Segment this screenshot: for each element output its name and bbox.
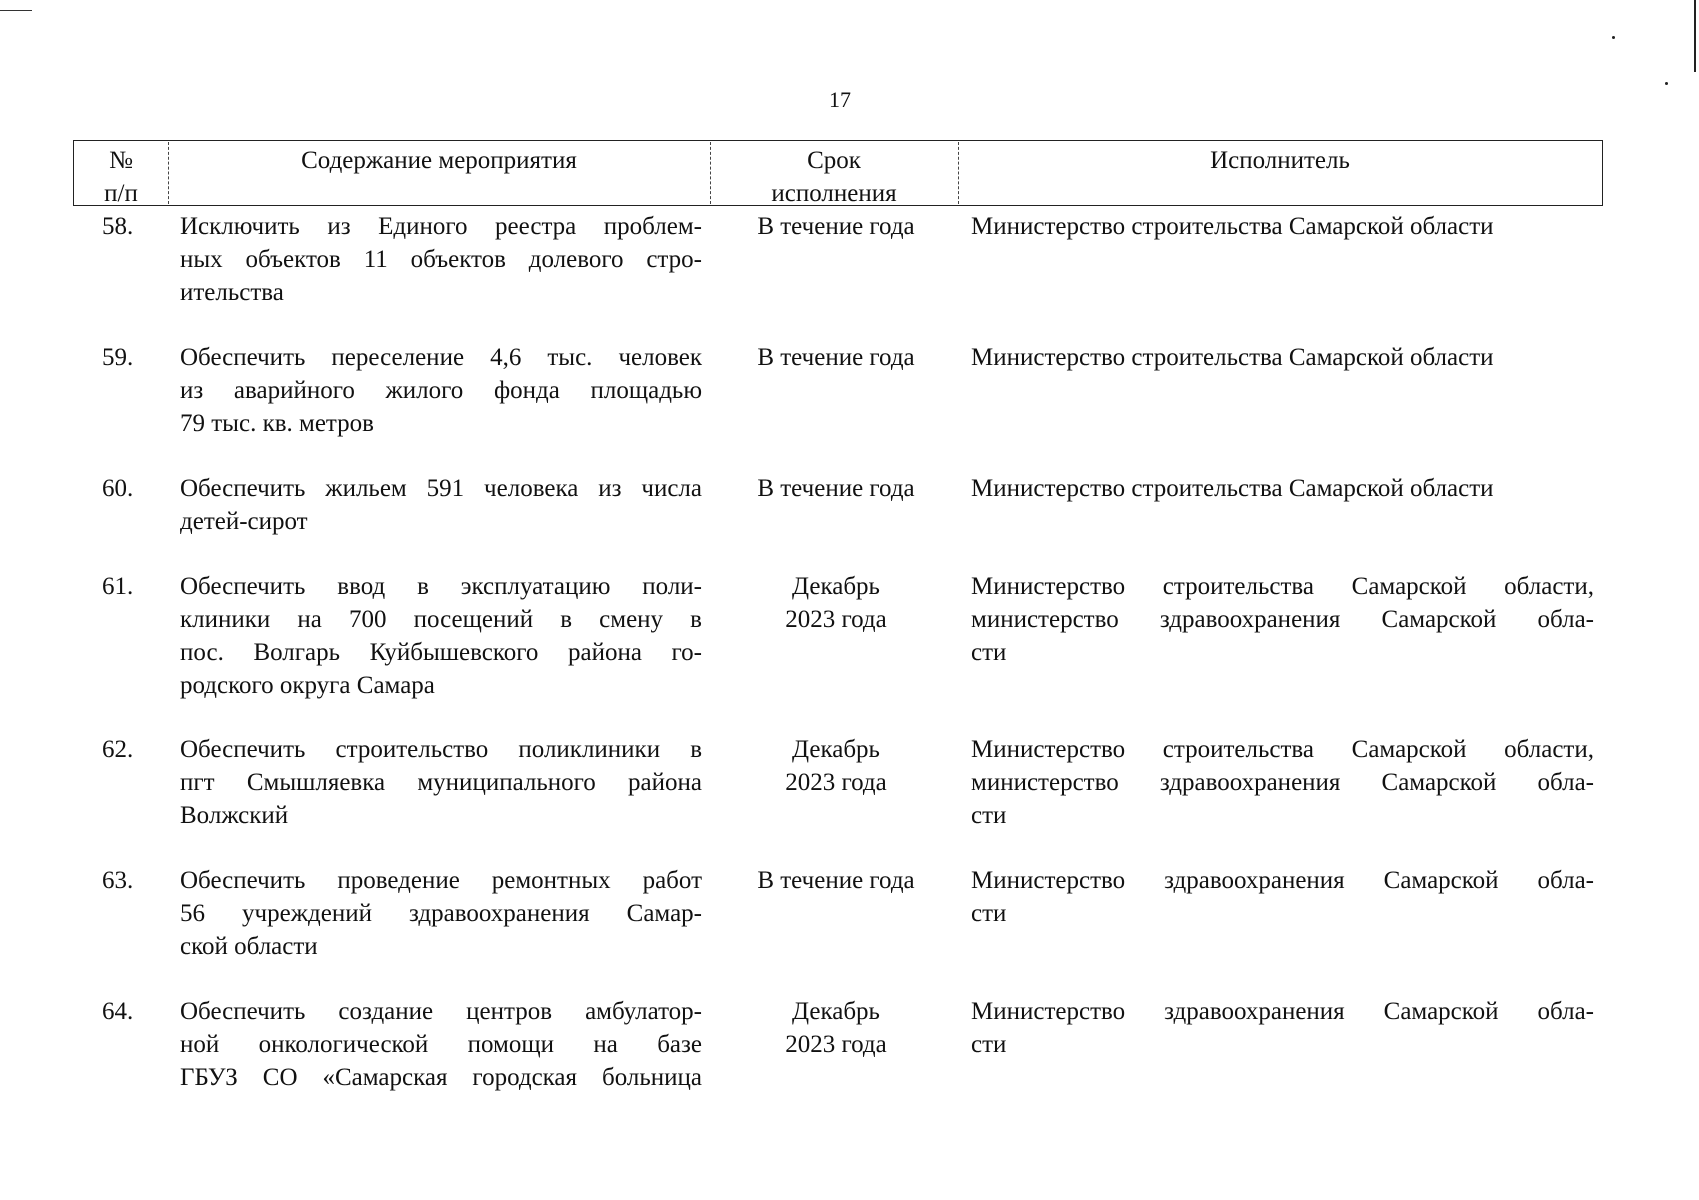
- header-number-line: №: [109, 147, 133, 174]
- content-line: Исключить из Единого реестра проблем-: [180, 213, 702, 240]
- term-line: Декабрь: [792, 736, 880, 763]
- row-content: [180, 864, 702, 963]
- header-number: [76, 144, 166, 210]
- row-content: [180, 570, 702, 702]
- executor-line: Министерство строительства Самарской области: [971, 213, 1494, 240]
- row-term: [726, 570, 946, 636]
- row-executor: [971, 995, 1594, 1061]
- row-number: 60.: [102, 475, 134, 502]
- row-number: 58.: [102, 213, 134, 240]
- row-number: 62.: [102, 736, 134, 763]
- executor-line: сти: [971, 1031, 1007, 1058]
- content-line: ской области: [180, 933, 318, 960]
- row-executor: [971, 570, 1594, 669]
- executor-line: Министерство строительства Самарской области,: [971, 573, 1594, 600]
- content-line: Волжский: [180, 802, 289, 829]
- content-line: из аварийного жилого фонда площадью: [180, 377, 702, 404]
- content-line: Обеспечить переселение 4,6 тыс. человек: [180, 344, 702, 371]
- row-number: 61.: [102, 573, 134, 600]
- content-line: 79 тыс. кв. метров: [180, 410, 374, 437]
- row-term: [726, 864, 946, 897]
- header-content: Содержание мероприятия: [301, 147, 577, 174]
- scan-edge-line: [1694, 0, 1696, 72]
- executor-line: Министерство строительства Самарской области: [971, 344, 1494, 371]
- content-line: клиники на 700 посещений в смену в: [180, 606, 702, 633]
- row-term: [726, 472, 946, 505]
- row-executor: [971, 341, 1594, 374]
- scan-speck: [1665, 82, 1668, 85]
- term-line: 2023 года: [785, 769, 887, 796]
- term-line: В течение года: [757, 344, 915, 371]
- term-line: Декабрь: [792, 573, 880, 600]
- term-line: Декабрь: [792, 998, 880, 1025]
- content-line: ГБУЗ СО «Самарская городская больница: [180, 1064, 702, 1091]
- content-line: ных объектов 11 объектов долевого стро-: [180, 246, 702, 273]
- row-executor: [971, 864, 1594, 930]
- term-line: В течение года: [757, 475, 915, 502]
- content-line: 56 учреждений здравоохранения Самар-: [180, 900, 702, 927]
- term-line: В течение года: [757, 213, 915, 240]
- header-term-line: Срок: [807, 147, 861, 174]
- executor-line: Министерство здравоохранения Самарской обла-: [971, 998, 1594, 1025]
- executor-line: министерство здравоохранения Самарской обла-: [971, 606, 1594, 633]
- header-executor: Исполнитель: [1210, 147, 1350, 174]
- row-number: 59.: [102, 344, 134, 371]
- row-content: [180, 733, 702, 832]
- header-number-line: п/п: [104, 180, 138, 207]
- executor-line: министерство здравоохранения Самарской обла-: [971, 769, 1594, 796]
- row-content: [180, 341, 702, 440]
- header-term: [712, 144, 956, 210]
- content-line: Обеспечить проведение ремонтных работ: [180, 867, 702, 894]
- row-term: [726, 341, 946, 374]
- executor-line: Министерство строительства Самарской области: [971, 475, 1494, 502]
- row-content: [180, 995, 702, 1094]
- term-line: 2023 года: [785, 1031, 887, 1058]
- row-content: [180, 472, 702, 538]
- row-executor: [971, 472, 1594, 505]
- row-number: 63.: [102, 867, 134, 894]
- executor-line: сти: [971, 900, 1007, 927]
- content-line: ительства: [180, 279, 284, 306]
- executor-line: сти: [971, 639, 1007, 666]
- content-line: Обеспечить жильем 591 человека из числа: [180, 475, 702, 502]
- content-line: детей-сирот: [180, 508, 308, 535]
- term-line: В течение года: [757, 867, 915, 894]
- content-line: ной онкологической помощи на базе: [180, 1031, 702, 1058]
- content-line: родского округа Самара: [180, 672, 435, 699]
- page-number: 17: [829, 87, 851, 112]
- row-term: [726, 995, 946, 1061]
- row-number: 64.: [102, 998, 134, 1025]
- executor-line: Министерство строительства Самарской области,: [971, 736, 1594, 763]
- content-line: Обеспечить строительство поликлиники в: [180, 736, 702, 763]
- row-content: [180, 210, 702, 309]
- scan-edge-mark: [0, 10, 32, 11]
- term-line: 2023 года: [785, 606, 887, 633]
- content-line: Обеспечить ввод в эксплуатацию поли-: [180, 573, 702, 600]
- row-term: [726, 733, 946, 799]
- content-line: пгт Смышляевка муниципального района: [180, 769, 702, 796]
- executor-line: сти: [971, 802, 1007, 829]
- content-line: Обеспечить создание центров амбулатор-: [180, 998, 702, 1025]
- row-term: [726, 210, 946, 243]
- content-line: пос. Волгарь Куйбышевского района го-: [180, 639, 702, 666]
- row-executor: [971, 733, 1594, 832]
- header-term-line: исполнения: [771, 180, 897, 207]
- row-executor: [971, 210, 1594, 243]
- executor-line: Министерство здравоохранения Самарской обла-: [971, 867, 1594, 894]
- scan-speck: [1612, 36, 1615, 39]
